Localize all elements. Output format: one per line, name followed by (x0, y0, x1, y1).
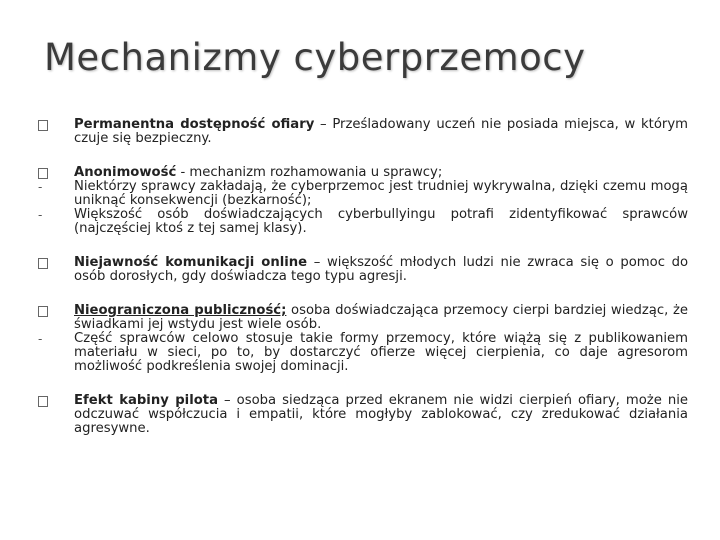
checkbox-bullet-icon (38, 256, 58, 272)
checkbox-bullet-icon (38, 118, 58, 134)
list-item (38, 166, 688, 180)
item-text: - mechanizm rozhamowania u sprawcy; (176, 165, 443, 180)
checkbox-bullet-icon (38, 304, 58, 320)
item-text: Większość osób doświadczających cyberbullyingu potrafi zidentyfikować sprawców (najczęściej ktoś z tej samej klasy). (74, 207, 688, 236)
item-text: – Prześladowany uczeń nie posiada miejsca, w którym czuje się bezpieczny. (74, 117, 688, 146)
item-heading: Permanentna dostępność ofiary (74, 117, 315, 132)
list-item (38, 332, 688, 374)
bullet-list (38, 118, 688, 436)
dash-bullet: - (38, 208, 43, 222)
list-item (38, 208, 688, 236)
list-item (38, 256, 688, 284)
checkbox-bullet-icon (38, 394, 58, 410)
item-text: Część sprawców celowo stosuje takie formy przemocy, które wiążą się z publikowaniem materiału w sieci, po to, by dostarczyć ofierze więcej cierpienia, co daje agresorom możliwość podkreślenia swojej dominacji. (74, 331, 688, 374)
list-item (38, 394, 688, 436)
item-text: – osoba siedząca przed ekranem nie widzi cierpień ofiary, może nie odczuwać współczucia i empatii, które mogłyby zablokować, czy zredukować działania agresywne. (74, 393, 689, 436)
list-item (38, 180, 688, 208)
dash-bullet: - (38, 180, 43, 194)
item-text: – większość młodych ludzi nie zwraca się o pomoc do osób dorosłych, gdy doświadcza tego typu agresji. (74, 255, 689, 284)
slide-title: Mechanizmy cyberprzemocy (44, 36, 586, 79)
item-heading: Niejawność komunikacji online (74, 255, 308, 270)
item-text: osoba doświadczająca przemocy cierpi bardziej wiedząc, że świadkami jej wstydu jest wiele osób. (74, 303, 688, 332)
item-text: Niektórzy sprawcy zakładają, że cyberprzemoc jest trudniej wykrywalna, dzięki czemu mogą uniknąć konsekwencji (bezkarność); (74, 179, 688, 208)
item-heading: Anonimowość (74, 165, 177, 180)
item-heading: Nieograniczona publiczność; (74, 303, 287, 318)
dash-bullet: - (38, 332, 43, 346)
list-item (38, 304, 688, 332)
list-item (38, 118, 688, 146)
item-heading: Efekt kabiny pilota (74, 393, 218, 408)
